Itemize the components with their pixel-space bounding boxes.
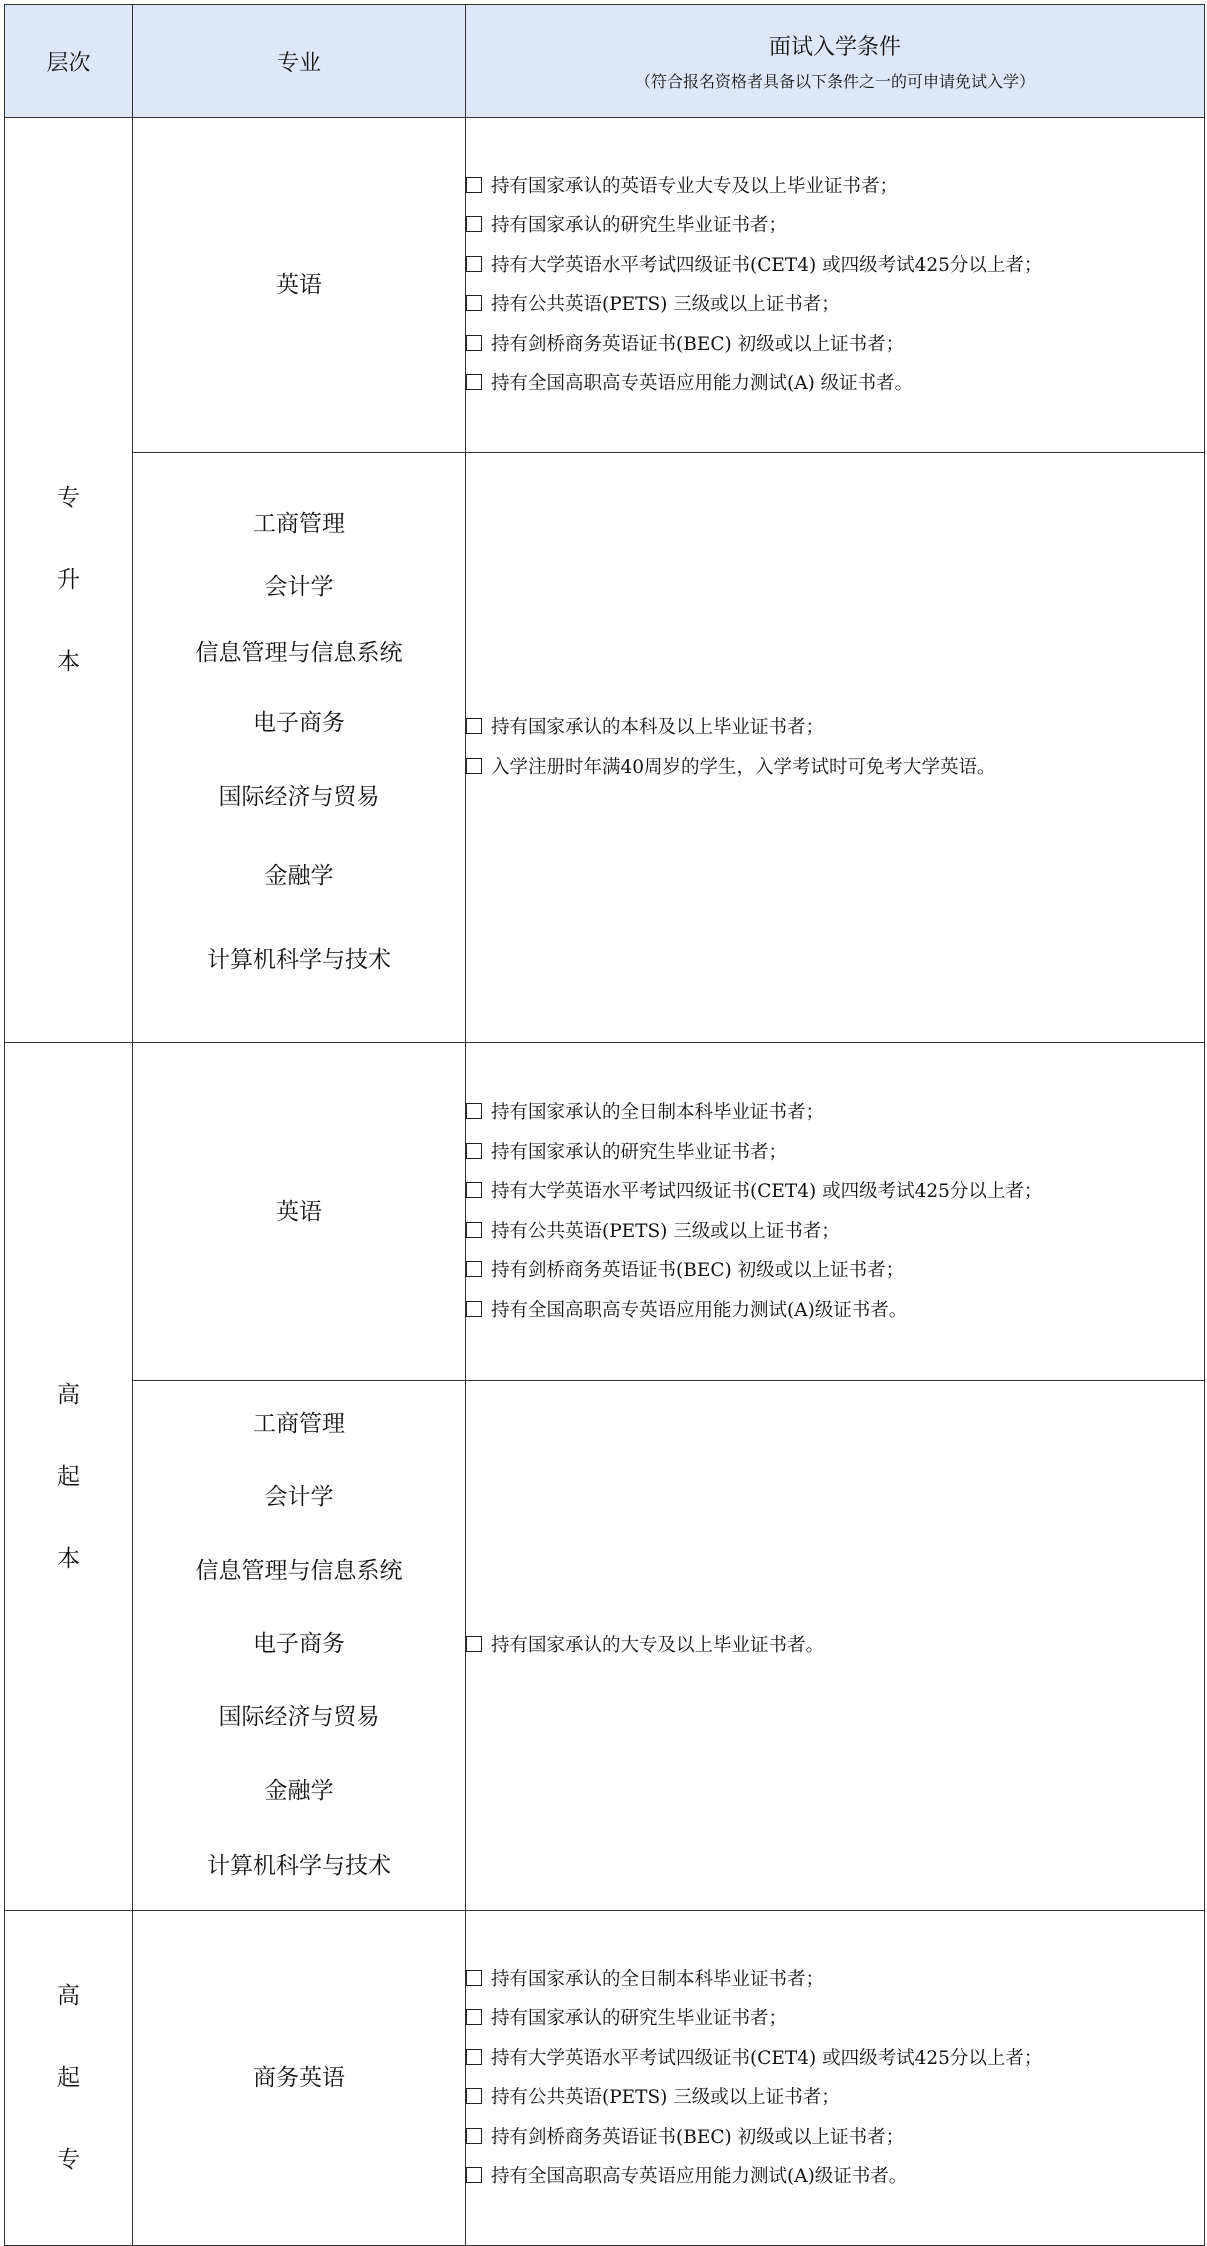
checkbox-icon bbox=[466, 216, 482, 232]
major-cell bbox=[133, 1911, 466, 2246]
conditions-cell bbox=[466, 1911, 1205, 2246]
condition-text: 持有公共英语(PETS) 三级或以上证书者； bbox=[491, 294, 840, 315]
header-level-cell bbox=[5, 5, 133, 118]
conditions-list bbox=[466, 167, 1204, 404]
condition-text: 持有剑桥商务英语证书(BEC) 初级或以上证书者； bbox=[491, 333, 905, 355]
table-row bbox=[5, 1911, 1205, 2246]
condition-item bbox=[466, 364, 1204, 404]
level-cell bbox=[5, 1911, 133, 2246]
level-char: 起 bbox=[57, 2065, 80, 2091]
level-char: 本 bbox=[57, 649, 80, 675]
condition-item bbox=[466, 2118, 1204, 2158]
condition-item bbox=[466, 246, 1204, 286]
table-row bbox=[5, 453, 1205, 1043]
header-major: 专业 bbox=[276, 50, 321, 76]
level-cell bbox=[5, 118, 133, 1043]
conditions-list bbox=[466, 708, 1204, 787]
table-row bbox=[5, 118, 1205, 453]
condition-text: 持有大学英语水平考试四级证书(CET4) 或四级考试425分以上者； bbox=[491, 254, 1043, 276]
major-name: 电子商务 bbox=[253, 709, 345, 736]
condition-item bbox=[466, 206, 1204, 246]
condition-item bbox=[466, 1291, 1204, 1331]
header-conditions-title: 面试入学条件 bbox=[768, 35, 901, 60]
major-name: 会计学 bbox=[264, 573, 334, 600]
conditions-list bbox=[466, 1626, 1204, 1666]
header-conditions-subtitle: （符合报名资格者具备以下条件之一的可申请免试入学） bbox=[634, 72, 1035, 91]
condition-item bbox=[466, 1133, 1204, 1173]
condition-item bbox=[466, 1999, 1204, 2039]
major-cell bbox=[133, 453, 466, 1043]
condition-item bbox=[466, 1960, 1204, 2000]
condition-item bbox=[466, 2157, 1204, 2197]
major-name: 国际经济与贸易 bbox=[218, 783, 380, 810]
table-body bbox=[5, 118, 1205, 2246]
checkbox-icon bbox=[466, 374, 482, 390]
condition-text: 持有国家承认的研究生毕业证书者； bbox=[491, 2008, 788, 2029]
level-char: 高 bbox=[57, 1381, 80, 1408]
table-row bbox=[5, 1043, 1205, 1381]
condition-item bbox=[466, 1212, 1204, 1252]
major-name: 英语 bbox=[276, 272, 322, 298]
conditions-cell bbox=[466, 453, 1205, 1043]
condition-text: 持有国家承认的英语专业大专及以上毕业证书者； bbox=[491, 175, 899, 197]
checkbox-icon bbox=[466, 718, 482, 734]
level-char: 高 bbox=[57, 1983, 80, 2009]
checkbox-icon bbox=[466, 295, 482, 311]
condition-text: 持有剑桥商务英语证书(BEC) 初级或以上证书者； bbox=[491, 1260, 905, 1281]
checkbox-icon bbox=[466, 335, 482, 351]
major-name: 英语 bbox=[276, 1198, 322, 1225]
header-conditions-cell bbox=[466, 5, 1205, 118]
major-name: 计算机科学与技术 bbox=[207, 1852, 391, 1879]
condition-item bbox=[466, 2039, 1204, 2079]
conditions-cell bbox=[466, 1043, 1205, 1381]
checkbox-icon bbox=[466, 1143, 482, 1159]
condition-item bbox=[466, 708, 1204, 748]
major-name: 商务英语 bbox=[253, 2065, 345, 2091]
condition-text: 持有全国高职高专英语应用能力测试(A)级证书者。 bbox=[491, 2166, 908, 2187]
checkbox-icon bbox=[466, 256, 482, 272]
checkbox-icon bbox=[466, 2167, 482, 2183]
major-name: 金融学 bbox=[264, 1777, 334, 1804]
checkbox-icon bbox=[466, 2088, 482, 2104]
condition-item bbox=[466, 1626, 1204, 1666]
level-char: 起 bbox=[57, 1463, 80, 1490]
major-cell bbox=[133, 118, 466, 453]
level-char: 升 bbox=[57, 567, 80, 593]
condition-text: 持有大学英语水平考试四级证书(CET4) 或四级考试425分以上者； bbox=[491, 1181, 1043, 1202]
condition-text: 持有全国高职高专英语应用能力测试(A)级证书者。 bbox=[491, 1299, 908, 1321]
condition-text: 入学注册时年满40周岁的学生，入学考试时可免考大学英语。 bbox=[491, 756, 996, 778]
condition-text: 持有国家承认的全日制本科毕业证书者； bbox=[491, 1102, 825, 1123]
condition-text: 持有国家承认的全日制本科毕业证书者； bbox=[491, 1968, 825, 1990]
checkbox-icon bbox=[466, 1970, 482, 1986]
conditions-cell bbox=[466, 118, 1205, 453]
major-name: 金融学 bbox=[264, 862, 334, 889]
conditions-list bbox=[466, 1960, 1204, 2197]
checkbox-icon bbox=[466, 1222, 482, 1238]
major-name: 工商管理 bbox=[253, 510, 345, 537]
checkbox-icon bbox=[466, 1636, 482, 1652]
conditions-cell bbox=[466, 1381, 1205, 1911]
major-name: 信息管理与信息系统 bbox=[195, 1557, 403, 1584]
condition-text: 持有公共英语(PETS) 三级或以上证书者； bbox=[491, 2087, 840, 2108]
conditions-list bbox=[466, 1093, 1204, 1330]
header-level: 层次 bbox=[46, 50, 91, 76]
checkbox-icon bbox=[466, 177, 482, 193]
condition-text: 持有公共英语(PETS) 三级或以上证书者； bbox=[491, 1220, 840, 1242]
admission-conditions-table bbox=[4, 4, 1205, 2246]
condition-item bbox=[466, 1172, 1204, 1212]
condition-item bbox=[466, 748, 1204, 788]
checkbox-icon bbox=[466, 2009, 482, 2025]
condition-text: 持有大学英语水平考试四级证书(CET4) 或四级考试425分以上者； bbox=[491, 2047, 1043, 2069]
condition-text: 持有国家承认的研究生毕业证书者； bbox=[491, 1141, 788, 1163]
major-cell bbox=[133, 1043, 466, 1381]
major-name: 计算机科学与技术 bbox=[207, 946, 391, 973]
condition-item bbox=[466, 325, 1204, 365]
checkbox-icon bbox=[466, 1103, 482, 1119]
condition-text: 持有国家承认的本科及以上毕业证书者； bbox=[491, 717, 825, 738]
condition-item bbox=[466, 1251, 1204, 1291]
major-name: 信息管理与信息系统 bbox=[195, 639, 403, 666]
condition-text: 持有国家承认的大专及以上毕业证书者。 bbox=[491, 1634, 825, 1656]
major-name: 电子商务 bbox=[253, 1630, 345, 1657]
condition-text: 持有国家承认的研究生毕业证书者； bbox=[491, 215, 788, 236]
condition-item bbox=[466, 1093, 1204, 1133]
condition-text: 持有全国高职高专英语应用能力测试(A) 级证书者。 bbox=[491, 373, 914, 394]
checkbox-icon bbox=[466, 2049, 482, 2065]
header-major-cell bbox=[133, 5, 466, 118]
level-char: 专 bbox=[57, 2147, 80, 2173]
major-cell bbox=[133, 1381, 466, 1911]
checkbox-icon bbox=[466, 2128, 482, 2144]
checkbox-icon bbox=[466, 758, 482, 774]
major-name: 国际经济与贸易 bbox=[218, 1703, 380, 1730]
checkbox-icon bbox=[466, 1182, 482, 1198]
condition-item bbox=[466, 2078, 1204, 2118]
major-name: 会计学 bbox=[264, 1483, 334, 1510]
table-row bbox=[5, 1381, 1205, 1911]
condition-item bbox=[466, 167, 1204, 207]
major-name: 工商管理 bbox=[253, 1410, 345, 1437]
checkbox-icon bbox=[466, 1301, 482, 1317]
level-cell bbox=[5, 1043, 133, 1911]
condition-item bbox=[466, 285, 1204, 325]
checkbox-icon bbox=[466, 1261, 482, 1277]
condition-text: 持有剑桥商务英语证书(BEC) 初级或以上证书者； bbox=[491, 2126, 905, 2148]
table-header-row bbox=[5, 5, 1205, 118]
level-char: 本 bbox=[57, 1545, 80, 1572]
level-char: 专 bbox=[57, 485, 80, 511]
